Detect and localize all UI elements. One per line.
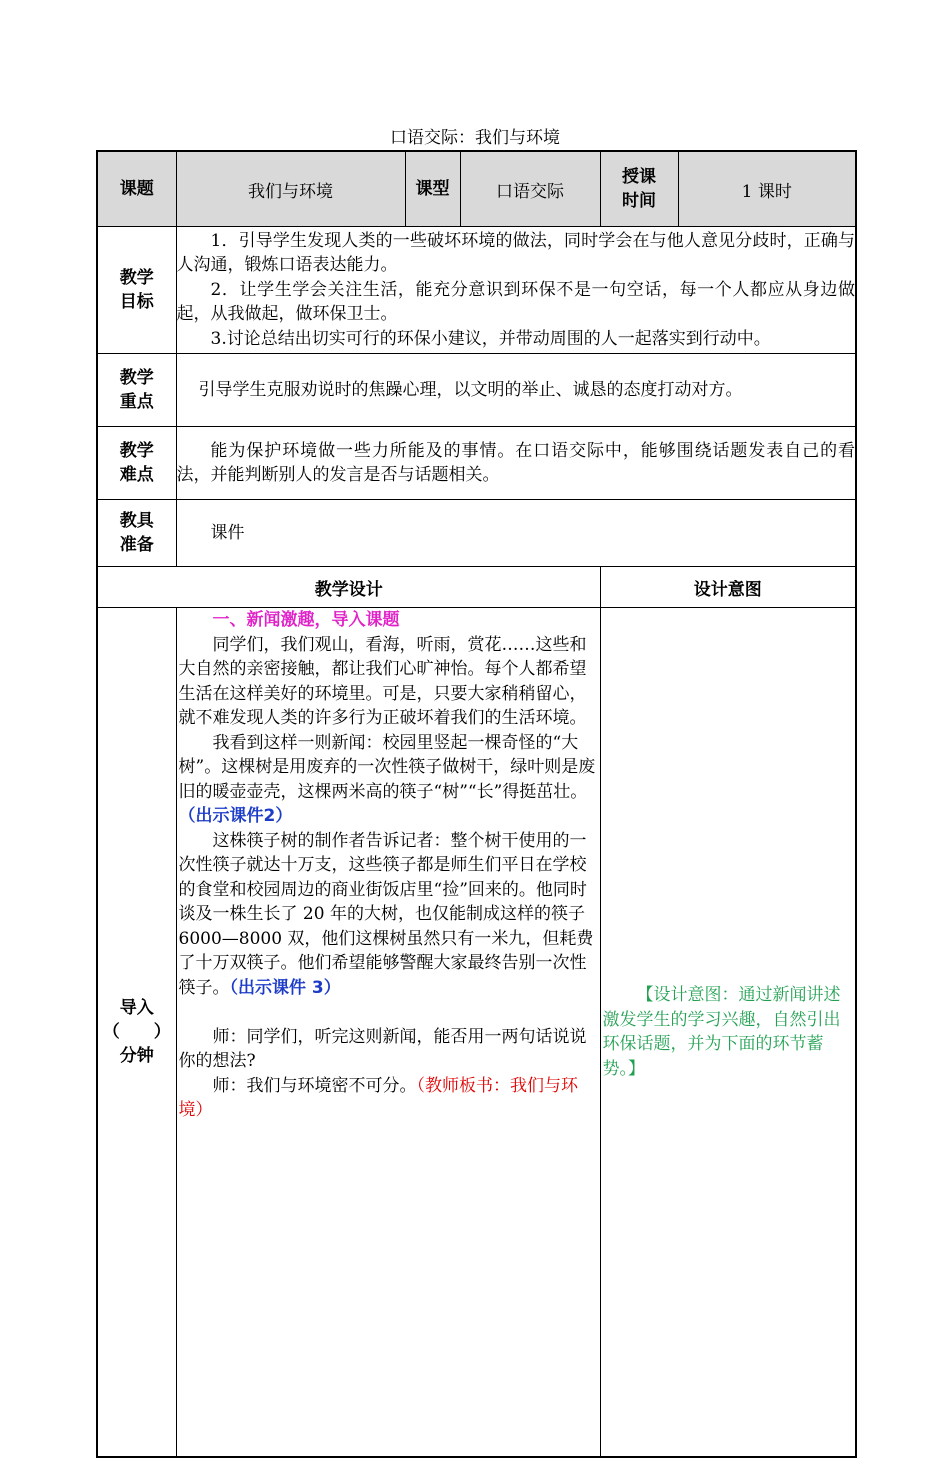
goal-item: 3.讨论总结出切实可行的环保小建议，并带动周围的人一起落实到行动中。 xyxy=(210,328,771,349)
intro-label xyxy=(97,608,176,1458)
document-title: 口语交际：我们与环境 xyxy=(390,128,560,148)
summary-text: 师：我们与环境密不可分。 xyxy=(212,1075,417,1096)
news-text: 我看到这样一则新闻：校园里竖起一棵奇怪的“大树”。这棵树是用废弃的一次性筷子做树干，绿叶则是废旧的暖壶壶壳，这棵两米高的筷子“树”“长”得挺茁壮。 xyxy=(178,732,596,802)
key-points-row xyxy=(97,354,856,427)
intro-row xyxy=(97,608,856,1458)
time-label-line1: 授课 xyxy=(622,167,656,187)
goals-label-line2: 目标 xyxy=(119,292,154,312)
intro-paragraph-2 xyxy=(179,731,598,829)
chopstick-tree-text: 这株筷子树的制作者告诉记者：整个树干使用的一次性筷子就达十万支，这些筷子都是师生们平日在学校的食堂和校园周边的商业街饭店里“捡”回来的。他同时谈及一株生长了 20 年的大树，也仅能制成这样的筷子 6000—8000 双，他们这棵树虽然只有一米九，但耗费了十万双筷子。他们希望能够警醒大家最终告别一次性筷子。 xyxy=(178,830,594,998)
topic-label: 课题 xyxy=(97,151,176,227)
intro-intent xyxy=(600,608,856,1458)
key-points-label xyxy=(97,354,176,427)
design-intent-text: 【设计意图：通过新闻讲述激发学生的学习兴趣，自然引出环保话题，并为下面的环节蓄势。】 xyxy=(602,985,841,1079)
time-value: 1 课时 xyxy=(678,151,856,227)
topic-value: 我们与环境 xyxy=(176,151,405,227)
design-header-row xyxy=(97,567,856,608)
materials-label-line1: 教具 xyxy=(119,511,154,531)
key-points-text: 引导学生克服劝说时的焦躁心理，以文明的举止、诚恳的态度打动对方。 xyxy=(176,354,856,427)
section-heading: 一、新闻激趣，导入课题 xyxy=(212,610,400,630)
materials-row xyxy=(97,500,856,567)
intro-label-line3: 分钟 xyxy=(119,1046,154,1066)
difficulties-label xyxy=(97,427,176,500)
design-header: 教学设计 xyxy=(97,567,600,608)
header-row xyxy=(97,151,856,227)
intro-label-line2: （ ） xyxy=(102,1022,171,1042)
intro-paragraph-1: 同学们，我们观山，看海，听雨，赏花……这些和大自然的亲密接触，都让我们心旷神怡。每个人都希望生活在这样美好的环境里。可是，只要大家稍稍留心，就不难发现人类的许多行为正破坏着我们的生活环境。 xyxy=(178,634,587,728)
teacher-summary xyxy=(179,1074,598,1123)
intro-label-line1: 导入 xyxy=(119,998,154,1018)
courseware-3-note: （出示课件 3） xyxy=(229,977,341,998)
lesson-plan-table xyxy=(96,150,857,1458)
goals-content xyxy=(176,227,856,354)
time-label-line2: 时间 xyxy=(622,191,656,211)
key-points-label-line2: 重点 xyxy=(119,392,154,412)
goals-label xyxy=(97,227,176,354)
courseware-2-note: （出示课件2） xyxy=(178,806,293,826)
difficulties-label-line1: 教学 xyxy=(119,441,154,461)
difficulties-label-line2: 难点 xyxy=(119,465,154,485)
intent-header: 设计意图 xyxy=(600,567,856,608)
intro-design xyxy=(176,608,600,1458)
intro-paragraph-3 xyxy=(179,829,598,1001)
materials-label xyxy=(97,500,176,567)
materials-label-line2: 准备 xyxy=(119,535,154,555)
board-note: （教师板书：我们与环境） xyxy=(178,1075,578,1120)
type-value: 口语交际 xyxy=(460,151,600,227)
goals-label-line1: 教学 xyxy=(119,268,154,288)
blank-line xyxy=(179,1000,598,1025)
teacher-question: 师：同学们，听完这则新闻，能否用一两句话说说你的想法? xyxy=(178,1026,587,1071)
materials-text: 课件 xyxy=(176,500,856,567)
difficulties-text: 能为保护环境做一些力所能及的事情。在口语交际中，能够围绕话题发表自己的看法，并能判断别人的发言是否与话题相关。 xyxy=(176,427,856,500)
intro-design-text xyxy=(177,608,600,1123)
time-label xyxy=(600,151,678,227)
type-label: 课型 xyxy=(405,151,460,227)
difficulties-row xyxy=(97,427,856,500)
goal-item: 2．让学生学会关注生活，能充分意识到环保不是一句空话，每一个人都应从身边做起，从我做起，做环保卫士。 xyxy=(176,279,855,325)
goal-item: 1．引导学生发现人类的一些破坏环境的做法，同时学会在与他人意见分歧时，正确与人沟通，锻炼口语表达能力。 xyxy=(176,230,855,276)
goals-row xyxy=(97,227,856,354)
key-points-label-line1: 教学 xyxy=(119,368,154,388)
